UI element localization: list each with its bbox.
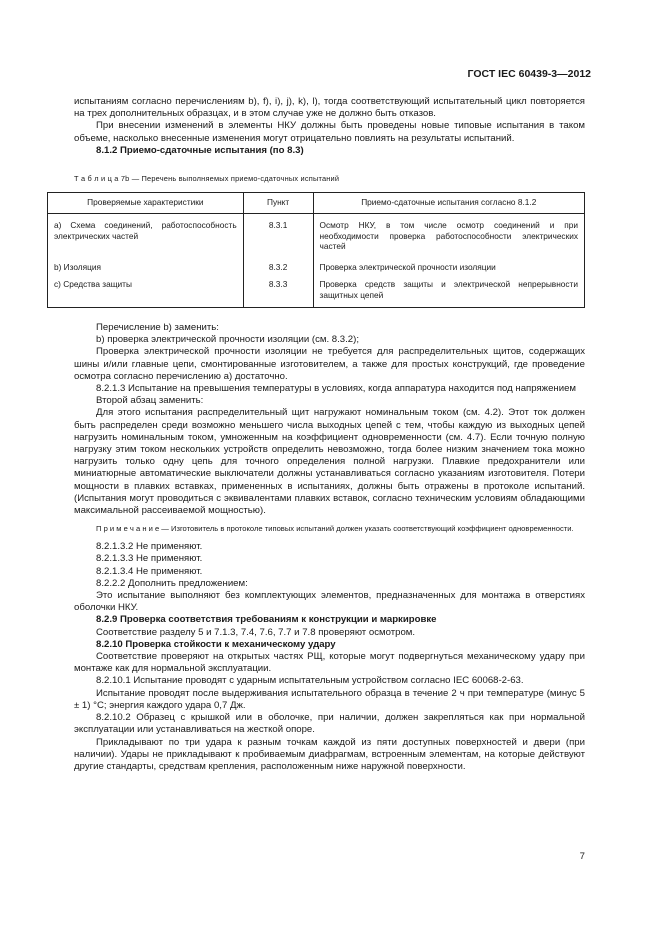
section-heading: 8.2.9 Проверка соответствия требованиям к конструкции и маркировке: [96, 614, 437, 626]
paragraph: Испытание проводят после выдерживания испытательного образца в течение 2 ч при температуре (минус 5 ± 1) °С; энергия каждого удара 0,7 Дж.: [74, 687, 585, 711]
table-header-row: [48, 193, 585, 214]
column-header: Проверяемые характеристики: [48, 193, 244, 214]
table-cell: 8.3.2: [243, 255, 313, 276]
paragraph: 8.2.1.3.4 Не применяют.: [96, 565, 203, 577]
main-text: [74, 322, 585, 773]
paragraph: Соответствие разделу 5 и 7.1.3, 7.4, 7.6, 7.7 и 7.8 проверяют осмотром.: [96, 626, 416, 638]
paragraph: 8.2.2.2 Дополнить предложением:: [96, 577, 248, 589]
paragraph: Проверка электрической прочности изоляции не требуется для распределительных щитов, содержащих шины и/или главные цепи, смонтированные изготовителем, а также для простых конструкций, где проведение осмотра согласно перечислению а) достаточно.: [74, 346, 585, 382]
paragraph: b) проверка электрической прочности изоляции (см. 8.3.2);: [96, 334, 360, 346]
paragraph: испытаниям согласно перечислениям b), f), i), j), k), l), тогда соответствующий испытательный цикл повторяется на трех дополнительных образцах, и в этом случае уже не должно быть отказов.: [74, 96, 585, 120]
paragraph: Это испытание выполняют без комплектующих элементов, предназначенных для монтажа в отверстиях оболочки НКУ.: [74, 590, 585, 614]
table-cell: b) Изоляция: [48, 255, 244, 276]
paragraph: 8.2.1.3.2 Не применяют.: [96, 541, 203, 553]
paragraph: При внесении изменений в элементы НКУ должны быть проведены новые типовые испытания в таком объеме, насколько внесенные изменения могут отрицательно повлиять на результаты испытаний.: [74, 120, 585, 144]
note: П р и м е ч а н и е — Изготовитель в протоколе типовых испытаний должен указать соответствующий коэффициент одновременности.: [96, 524, 574, 534]
column-header: Пункт: [243, 193, 313, 214]
table-cell: 8.3.1: [243, 213, 313, 255]
page-number: 7: [579, 851, 585, 862]
table-cell: Проверка средств защиты и электрической непрерывности защитных цепей: [313, 276, 584, 307]
table-caption: Т а б л и ц а 7b — Перечень выполняемых приемо-сдаточных испытаний: [74, 174, 340, 183]
acceptance-tests-table: [47, 192, 585, 308]
table-cell: Осмотр НКУ, в том числе осмотр соединений и при необходимости проверка работоспособности электрических частей: [313, 213, 584, 255]
paragraph: Прикладывают по три удара к разным точкам каждой из пяти доступных поверхностей и двери (при наличии). Удары не прикладывают к пробиваемым диафрагмам, встроенным элементам, на которые действуют другие стандарты, средствам крепления, расположенным ниже наружной поверхности.: [74, 736, 585, 772]
paragraph: 8.2.1.3.3 Не применяют.: [96, 553, 203, 565]
table-cell: Проверка электрической прочности изоляции: [313, 255, 584, 276]
paragraph: Перечисление b) заменить:: [96, 322, 219, 333]
paragraph: 8.2.1.3 Испытание на превышения температуры в условиях, когда аппаратура находится под напряжением: [96, 383, 577, 395]
standard-header: ГОСТ IEC 60439-3—2012: [467, 68, 591, 80]
column-header: Приемо-сдаточные испытания согласно 8.1.2: [313, 193, 584, 214]
paragraph: 8.2.10.2 Образец с крышкой или в оболочке, при наличии, должен закрепляться как при нормальной эксплуатации или устанавливаться на жесткой опоре.: [74, 712, 585, 736]
table-row: [48, 213, 585, 255]
table-cell: a) Схема соединений, работоспособность электрических частей: [48, 213, 244, 255]
table-row: [48, 276, 585, 307]
paragraph: Соответствие проверяют на открытых частях РЩ, которые могут подвергнуться механическому удару при монтаже как для нормальной эксплуатации.: [74, 651, 585, 675]
table-cell: c) Средства защиты: [48, 276, 244, 307]
paragraph: 8.2.10.1 Испытание проводят с ударным испытательным устройством согласно IEC 60068-2-63.: [96, 675, 524, 687]
paragraph: Для этого испытания распределительный щит нагружают номинальным током (см. 4.2). Этот ток должен быть распределен среди возможно меньшего числа выходных цепей с тем, чтобы каждую из выходных цепей нагрузить номинальным током, умноженным на коэффициент одновременности (см. 4.7). Если точную полную нагрузку этим током нескольких устройств определить невозможно, тогда более низким значением тока можно нагрузить только одну цепь для точного определения полной нагрузки. Плавкие предохранители или миниатюрные автоматические выключатели должны устанавливаться согласно указаниям изготовителя. Потери мощности в плавких вставках, примененных в испытаниях, должны быть отражены в протоколе испытаний. (Испытания могут проводиться с эквивалентами плавких вставок, согласно техническим условиям обладающими максимальной рассеиваемой мощностью).: [74, 407, 585, 517]
paragraph: Второй абзац заменить:: [96, 395, 204, 407]
table-cell: 8.3.3: [243, 276, 313, 307]
table-row: [48, 255, 585, 276]
section-heading: 8.2.10 Проверка стойкости к механическому удару: [96, 638, 336, 650]
intro-text: [74, 96, 585, 157]
section-heading: 8.1.2 Приемо-сдаточные испытания (по 8.3): [96, 144, 304, 156]
